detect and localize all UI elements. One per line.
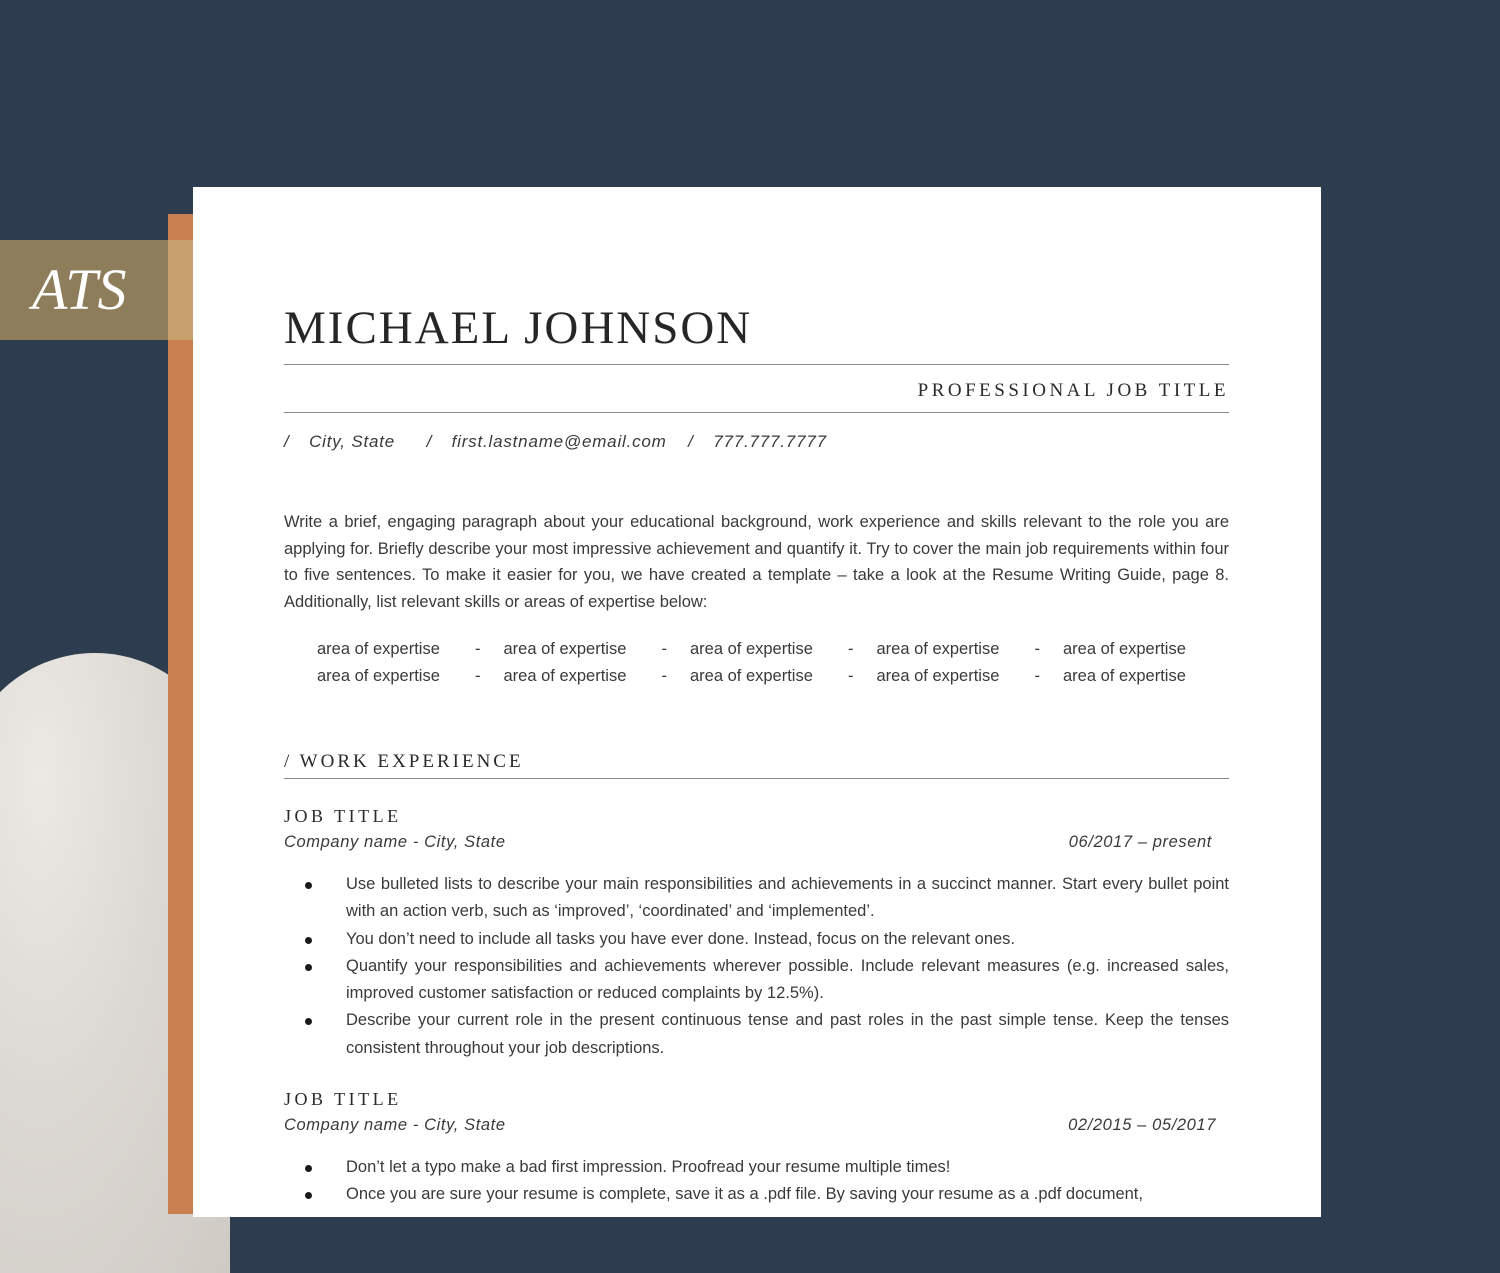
area-of-expertise: area of expertise (1063, 667, 1186, 685)
contact-separator: / (426, 432, 433, 451)
area-separator: - (1034, 667, 1040, 685)
work-experience-heading: / WORK EXPERIENCE (284, 751, 524, 772)
ats-badge-label: ATS (32, 257, 127, 322)
area-of-expertise: area of expertise (503, 640, 627, 658)
bullet-text: Quantify your responsibilities and achievements wherever possible. Include relevant measures (e.g. increased sales, improved customer satisfaction or reduced complaints by 12.5%). (346, 956, 1229, 1003)
section-divider (284, 778, 1229, 779)
bullet-dot-icon (305, 964, 312, 971)
resume-page (193, 187, 1321, 1217)
area-of-expertise: area of expertise (876, 640, 1000, 658)
bullet-dot-icon (305, 882, 312, 889)
bullet-item (284, 926, 1229, 953)
job-title: JOB TITLE (284, 1089, 402, 1109)
job-dates: 06/2017 – present (1068, 833, 1212, 851)
area-separator: - (661, 640, 667, 658)
bullet-text: Use bulleted lists to describe your main responsibilities and achievements in a succinct manner. Start every bullet point with an action verb, such as ‘improved’, ‘coordinated’ and ‘implemented’. (346, 875, 1229, 921)
candidate-name: MICHAEL JOHNSON (284, 302, 753, 354)
job-bullets (284, 871, 1229, 1062)
bullet-dot-icon (305, 1018, 312, 1025)
professional-title: PROFESSIONAL JOB TITLE (917, 380, 1229, 401)
area-of-expertise: area of expertise (690, 667, 813, 685)
area-of-expertise: area of expertise (503, 667, 627, 685)
bullet-dot-icon (305, 937, 312, 944)
contact-location: City, State (309, 432, 396, 451)
job-dates: 02/2015 – 05/2017 (1068, 1116, 1216, 1134)
bullet-dot-icon (305, 1165, 312, 1172)
area-separator: - (1034, 640, 1040, 658)
company-location: Company name - City, State (284, 1116, 506, 1134)
bullet-dot-icon (305, 1192, 312, 1199)
areas-row (317, 636, 1207, 663)
bullet-text: You don’t need to include all tasks you have ever done. Instead, focus on the relevant ones. (346, 929, 1016, 948)
bullet-item (284, 953, 1229, 1008)
bullet-text: Once you are sure your resume is complete, save it as a .pdf file. By saving your resume as a .pdf document, (346, 1185, 1143, 1204)
bullet-item (284, 1007, 1229, 1062)
bullet-item (284, 871, 1229, 926)
area-of-expertise: area of expertise (1063, 640, 1186, 658)
job-title: JOB TITLE (284, 806, 402, 826)
area-of-expertise: area of expertise (317, 640, 440, 658)
job-bullets (284, 1154, 1229, 1209)
area-of-expertise: area of expertise (317, 667, 440, 685)
area-separator: - (848, 667, 854, 685)
area-separator: - (475, 667, 481, 685)
area-of-expertise: area of expertise (876, 667, 1000, 685)
ats-badge-overlap (168, 240, 193, 340)
bullet-item (284, 1154, 1229, 1181)
bullet-item (284, 1181, 1229, 1208)
contact-separator: / (688, 432, 694, 451)
bullet-text: Don’t let a typo make a bad first impression. Proofread your resume multiple times! (346, 1158, 951, 1176)
company-location: Company name - City, State (284, 833, 506, 851)
area-separator: - (848, 640, 854, 658)
header-divider-top (284, 364, 1229, 365)
contact-line (284, 430, 827, 454)
binder-spine (168, 214, 194, 1214)
contact-separator: / (284, 432, 290, 451)
header-divider-bottom (284, 412, 1229, 413)
contact-email: first.lastname@email.com (451, 432, 667, 451)
area-separator: - (661, 667, 667, 685)
summary-paragraph: Write a brief, engaging paragraph about your educational background, work experience and skills relevant to the role you are applying for. Briefly describe your most impressive achievement and quantify it. Try to cover the main job requirements within four to five sentences. To make it easier for you, we have created a template – take a look at the Resume Writing Guide, page 8. Additionally, list relevant skills or areas of expertise below: (284, 513, 1229, 612)
area-separator: - (475, 640, 481, 658)
areas-of-expertise (317, 636, 1207, 690)
area-of-expertise: area of expertise (690, 640, 813, 658)
areas-row (317, 663, 1207, 690)
contact-phone: 777.777.7777 (713, 432, 827, 451)
bullet-text: Describe your current role in the present continuous tense and past roles in the past simple tense. Keep the tenses consistent throughout your job descriptions. (346, 1011, 1229, 1057)
